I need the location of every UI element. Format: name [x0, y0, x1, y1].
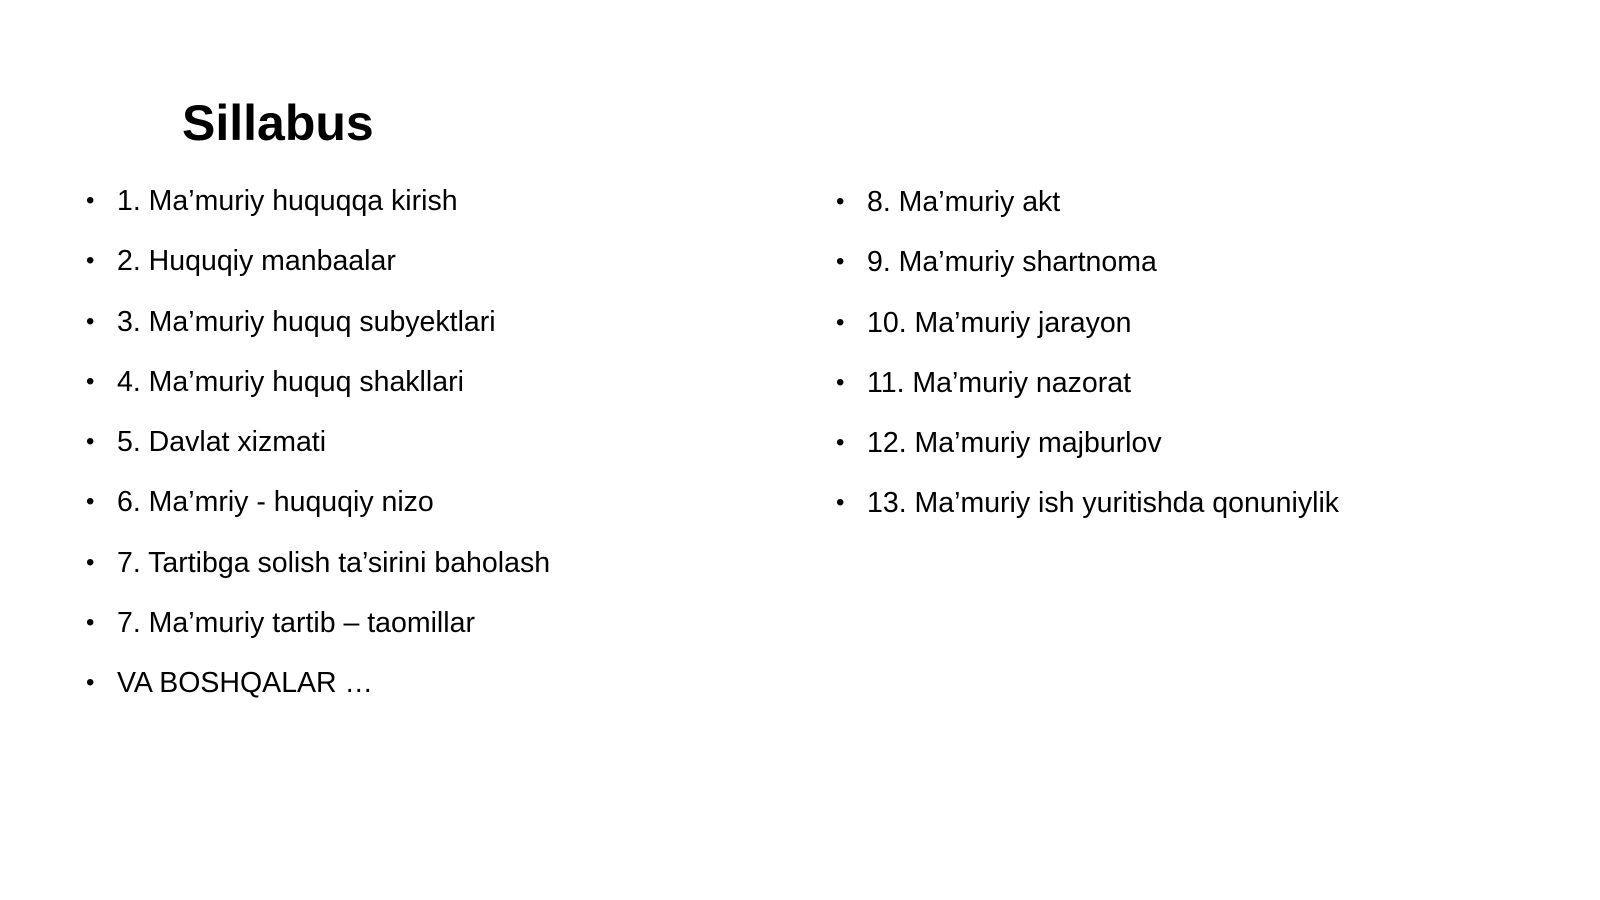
- list-item-text: 6. Ma’mriy - huquqiy nizo: [117, 486, 434, 519]
- list-item: [86, 171, 550, 231]
- bullet: •: [836, 429, 845, 457]
- bullet: •: [836, 188, 845, 215]
- bullet: •: [86, 307, 95, 335]
- list-item-text: 8. Ma’muriy akt: [867, 186, 1061, 218]
- list-item: [836, 293, 1339, 353]
- bullet: •: [836, 368, 845, 396]
- list-item-text: 12. Ma’muriy majburlov: [867, 427, 1162, 460]
- bullet: •: [86, 367, 95, 395]
- list-item: [86, 472, 550, 532]
- list-item: [836, 172, 1339, 232]
- list-item-text: 7. Tartibga solish ta’sirini baholash: [117, 546, 551, 579]
- list-item: [86, 593, 550, 653]
- bullet: •: [86, 247, 95, 275]
- syllabus-list-right: [836, 172, 1339, 534]
- list-item-text: 1. Ma’muriy huquqqa kirish: [117, 185, 458, 217]
- list-item-text: 9. Ma’muriy shartnoma: [867, 246, 1157, 279]
- list-item-text: 3. Ma’muriy huquq subyektlari: [117, 305, 496, 338]
- bullet: •: [86, 428, 95, 456]
- list-item: [86, 352, 550, 412]
- bullet: •: [86, 548, 95, 576]
- list-item-text: 4. Ma’muriy huquq shakllari: [117, 365, 464, 398]
- list-item-text: 13. Ma’muriy ish yuritishda qonuniylik: [867, 487, 1340, 520]
- list-item: [86, 412, 550, 472]
- list-item-text: 11. Ma’muriy nazorat: [867, 366, 1131, 399]
- list-item: [86, 533, 550, 593]
- list-item-text: 5. Davlat xizmati: [117, 426, 327, 459]
- list-item-text: 10. Ma’muriy jarayon: [867, 306, 1132, 339]
- bullet: •: [86, 609, 95, 637]
- list-item: [836, 473, 1339, 533]
- list-item-text: 2. Huquqiy manbaalar: [117, 245, 396, 278]
- bullet: •: [86, 488, 95, 516]
- bullet: •: [86, 187, 95, 214]
- bullet: •: [836, 489, 845, 517]
- list-item: [836, 413, 1339, 473]
- list-item-text: 7. Ma’muriy tartib – taomillar: [117, 607, 475, 640]
- syllabus-list-left: [86, 171, 550, 714]
- bullet: •: [86, 669, 95, 697]
- list-item: [86, 653, 550, 713]
- bullet: •: [836, 248, 845, 276]
- list-item: [836, 353, 1339, 413]
- list-item: [86, 231, 550, 291]
- list-item: [836, 232, 1339, 292]
- bullet: •: [836, 308, 845, 336]
- list-item-text: VA BOSHQALAR …: [117, 667, 374, 700]
- list-item: [86, 292, 550, 352]
- slide-title: Sillabus: [182, 95, 374, 151]
